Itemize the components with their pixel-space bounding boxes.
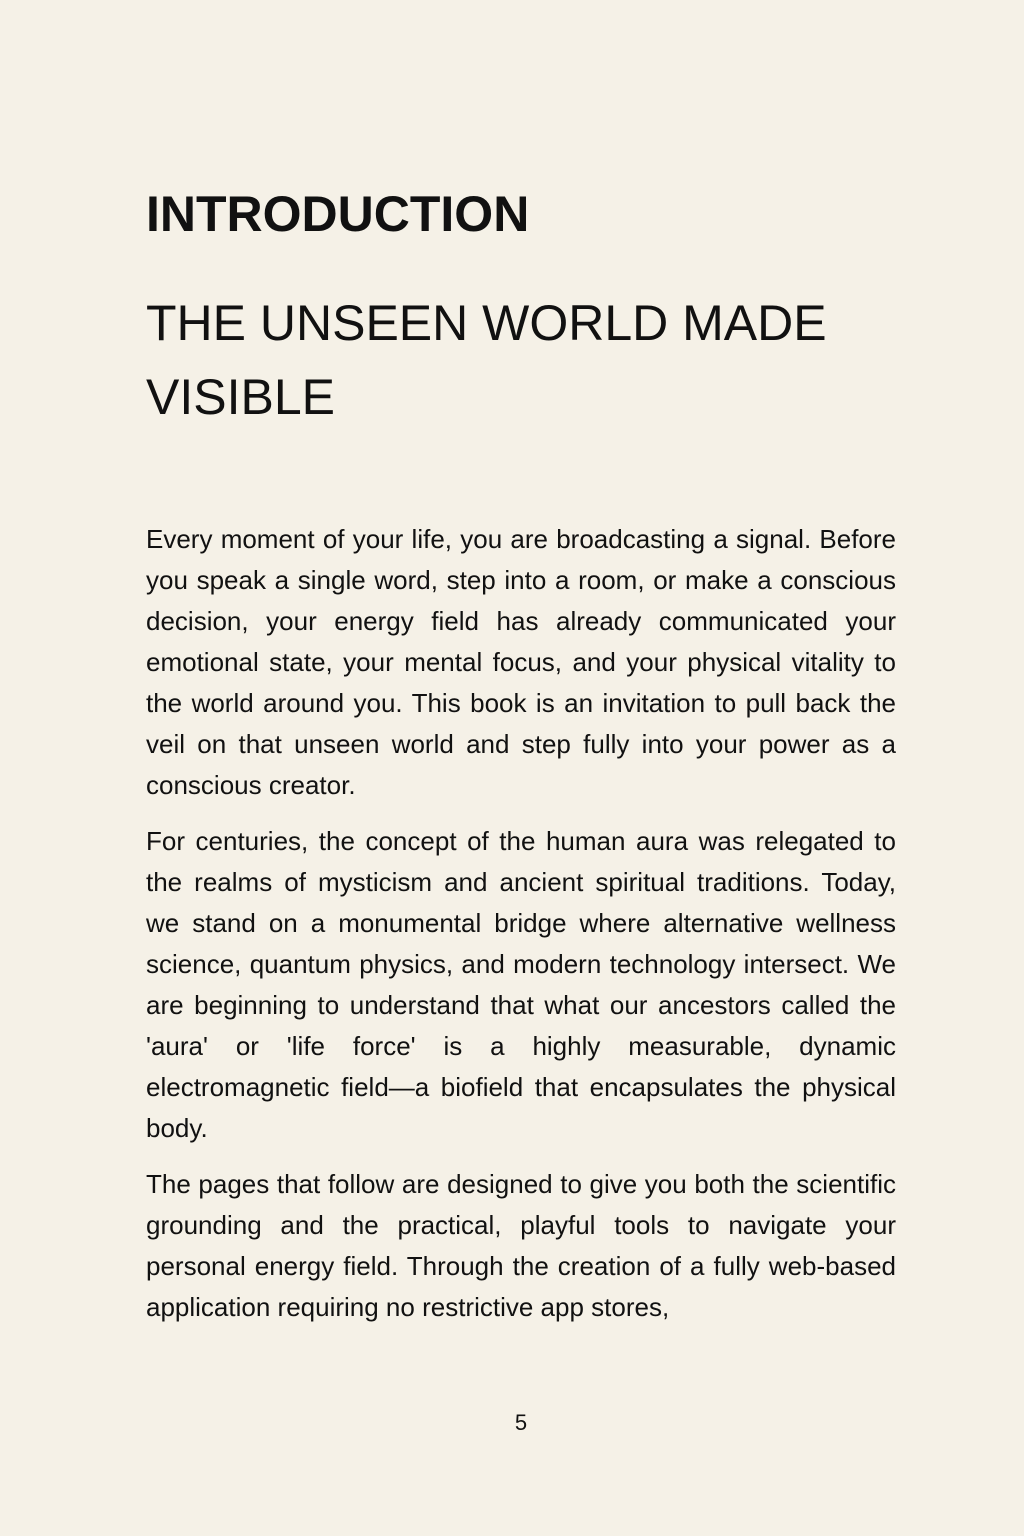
chapter-title: THE UNSEEN WORLD MADE VISIBLE xyxy=(146,295,827,425)
body-paragraph: The pages that follow are designed to give you both the scientific grounding and the practical, playful tools to navigate your personal energy field. Through the creation of a fully web-based application requiring no restrictive app stores, xyxy=(146,1169,896,1322)
page-number: 5 xyxy=(514,1410,528,1435)
body-paragraph: Every moment of your life, you are broadcasting a signal. Before you speak a single word, step into a room, or make a conscious decision, your energy field has already communicated your emotional state, your mental focus, and your physical vitality to the world around you. This book is an invitation to pull back the veil on that unseen world and step fully into your power as a conscious creator. xyxy=(146,524,896,800)
body-paragraph: For centuries, the concept of the human aura was relegated to the realms of mysticism and ancient spiritual traditions. Today, we stand on a monumental bridge where alternative wellness science, quantum physics, and modern technology intersect. We are beginning to understand that what our ancestors called the 'aura' or 'life force' is a highly measurable, dynamic electromagnetic field—a biofield that encapsulates the physical body. xyxy=(146,826,896,1143)
introduction-body xyxy=(146,519,896,1343)
chapter-label: INTRODUCTION xyxy=(146,186,530,242)
